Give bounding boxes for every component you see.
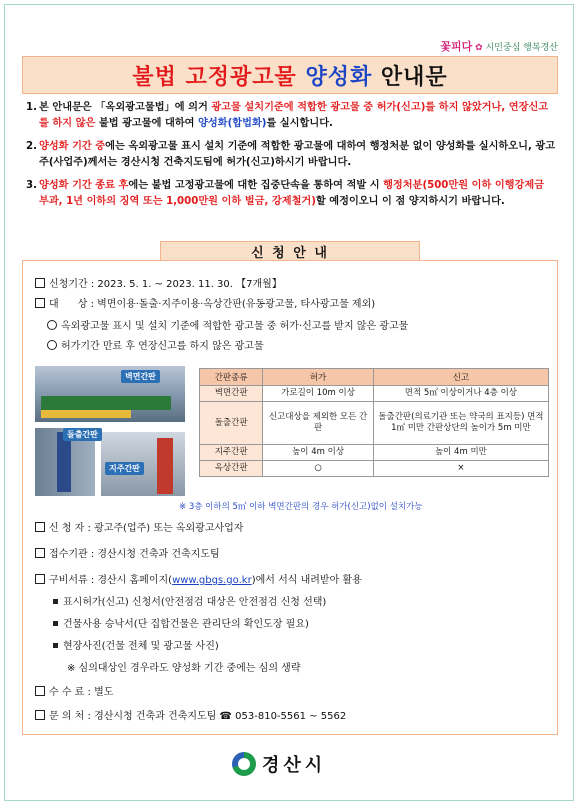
bullet-icon xyxy=(53,621,58,626)
intro-item xyxy=(26,178,556,210)
flower-icon: ✿ xyxy=(475,43,483,53)
title-part-2: 양성화 xyxy=(305,64,373,90)
table-cell: 벽면간판 xyxy=(200,386,263,402)
docs-prefix: 구비서류 : 경산시 홈페이지( xyxy=(49,575,173,586)
intro-text xyxy=(39,178,556,210)
target-row xyxy=(35,295,375,310)
period-row xyxy=(35,275,282,290)
target-text: 대 상 : 벽면이용·돌출·지주이용·옥상간판(유동광고물, 타사광고물 제외) xyxy=(49,299,376,310)
table-cell: 신고대상을 제외한 모든 간판 xyxy=(263,402,374,445)
table-cell: 옥상간판 xyxy=(200,461,263,477)
table-cell: ○ xyxy=(263,461,374,477)
circle-icon xyxy=(47,340,57,350)
intro-number: 3. xyxy=(26,180,37,191)
bullet-icon xyxy=(53,599,58,604)
intro-segment: 할 예정이오니 이 점 양지하시기 바랍니다. xyxy=(315,196,505,207)
contact-row xyxy=(35,707,346,722)
intro-segment: 에는 옥외광고물 표시 설치 기준에 적합한 광고물에 대하여 행정처분 없이 양성화를 실시하오니, 광고주(사업주)께서는 경산시청 건축지도팀에 허가(신고)하시기 바랍니다. xyxy=(39,141,556,168)
intro-number: 1. xyxy=(26,102,37,113)
agency-text: 접수기관 : 경산시청 건축과 건축지도팀 xyxy=(49,549,220,560)
table-cell: 지주간판 xyxy=(200,445,263,461)
checkbox-icon xyxy=(35,522,45,532)
slogan-flower: 꽃피다 xyxy=(440,40,473,53)
intro-segment: 본 안내문은 「옥외광고물법」에 의거 xyxy=(39,102,212,113)
period-text: 신청기간 : 2023. 5. 1. ~ 2023. 11. 30. 【7개월】 xyxy=(49,279,282,290)
fee-row xyxy=(35,683,113,698)
table-cell: 면적 5㎡ 이상이거나 4층 이상 xyxy=(373,386,548,402)
protruding-sign-tag: 돌출간판 xyxy=(63,428,102,441)
intro-segment: 양성화 기간 중 xyxy=(39,141,106,152)
title-part-3: 안내문 xyxy=(372,64,448,90)
table-row xyxy=(200,445,549,461)
intro-segment: 를 실시합니다. xyxy=(266,118,333,129)
docs-note: ※ 심의대상인 경우라도 양성화 기간 중에는 심의 생략 xyxy=(67,663,301,674)
intro-segment: 광고물 설치기준에 적합한 광고물 중 허가(신고)를 하지 않았거나, 연장신고를 하지 않은 xyxy=(39,102,549,129)
docs-item-2 xyxy=(53,615,309,630)
contact-text: 문 의 처 : 경산시청 건축과 건축지도팀 ☎ 053-810-5561 ~ 5562 xyxy=(49,711,347,722)
table-cell: 높이 4m 미만 xyxy=(373,445,548,461)
docs-item-text: 건물사용 승낙서(단 집합건물은 관리단의 확인도장 필요) xyxy=(63,619,309,630)
table-cell: 가로길이 10m 이상 xyxy=(263,386,374,402)
docs-row xyxy=(35,571,362,586)
table-cell: 높이 4m 이상 xyxy=(263,445,374,461)
apply-guide-title: 신 청 안 내 xyxy=(160,241,420,261)
apply-guide-box xyxy=(22,260,558,735)
intro-section xyxy=(26,100,556,217)
intro-number: 2. xyxy=(26,141,37,152)
slogan-text: 시민중심 행복경산 xyxy=(485,43,558,53)
checkbox-icon xyxy=(35,710,45,720)
target-item-text: 옥외광고물 표시 및 설치 기준에 적합한 광고물 중 허가·신고를 받지 않은 광고물 xyxy=(61,321,409,332)
checkbox-icon xyxy=(35,574,45,584)
intro-segment: 불법 광고물에 대하여 xyxy=(95,118,199,129)
wall-sign-photo xyxy=(35,366,185,422)
applicant-text: 신 청 자 : 광고주(업주) 또는 옥외광고사업자 xyxy=(49,523,244,534)
docs-item-1 xyxy=(53,593,326,608)
target-item-1 xyxy=(47,317,408,332)
docs-suffix: )에서 서식 내려받아 활용 xyxy=(251,575,362,586)
checkbox-icon xyxy=(35,548,45,558)
city-slogan xyxy=(440,38,558,54)
applicant-row xyxy=(35,519,243,534)
target-item-text: 허가기간 만료 후 연장신고를 하지 않은 광고물 xyxy=(61,341,264,352)
city-logo xyxy=(232,751,326,777)
intro-segment: 에는 불법 고정광고물에 대한 집중단속을 통하여 적발 시 xyxy=(128,180,384,191)
table-cell: 돌출간판(의료기관 또는 약국의 표지등) 면적 1㎡ 미만 간판상단의 높이가 5m 미만 xyxy=(373,402,548,445)
title-banner xyxy=(22,56,558,94)
table-row xyxy=(200,386,549,402)
city-name: 경산시 xyxy=(262,755,327,776)
table-row xyxy=(200,461,549,477)
checkbox-icon xyxy=(35,686,45,696)
circle-icon xyxy=(47,320,57,330)
fee-text: 수 수 료 : 별도 xyxy=(49,687,114,698)
sign-standard-table xyxy=(199,368,549,477)
table-header: 간판종류 xyxy=(200,369,263,386)
table-row xyxy=(200,402,549,445)
gyeongsan-logo-icon xyxy=(232,752,256,776)
docs-item-text: 표시허가(신고) 신청서(안전점검 대상은 안전점검 신청 선택) xyxy=(63,597,327,608)
table-header: 신고 xyxy=(373,369,548,386)
page-title xyxy=(132,60,447,91)
table-cell: × xyxy=(373,461,548,477)
intro-segment: 양성화 기간 종료 후 xyxy=(39,180,129,191)
sign-photos xyxy=(35,366,185,496)
pole-sign-tag: 지주간판 xyxy=(105,462,144,475)
wall-sign-tag: 벽면간판 xyxy=(121,370,160,383)
intro-item xyxy=(26,139,556,171)
bullet-icon xyxy=(53,643,58,648)
title-part-1: 불법 고정광고물 xyxy=(132,64,306,90)
docs-item-3 xyxy=(53,637,219,652)
table-note: ※ 3층 이하의 5㎡ 이하 벽면간판의 경우 허가(신고)없이 설치가능 xyxy=(179,502,423,512)
table-cell: 돌출간판 xyxy=(200,402,263,445)
target-item-2 xyxy=(47,337,264,352)
intro-item xyxy=(26,100,556,132)
intro-segment: 행정처분(500만원 이하 이행강제금 부과, 1년 이하의 징역 또는 1,000만원 이하 벌금, 강제철거) xyxy=(39,180,545,207)
homepage-link[interactable]: www.gbgs.go.kr xyxy=(172,575,252,586)
checkbox-icon xyxy=(35,278,45,288)
checkbox-icon xyxy=(35,298,45,308)
docs-item-text: 현장사진(건물 전체 및 광고물 사진) xyxy=(63,641,219,652)
intro-segment: 양성화(합법화) xyxy=(198,118,267,129)
intro-text xyxy=(39,139,556,171)
intro-text xyxy=(39,100,556,132)
agency-row xyxy=(35,545,220,560)
table-header: 허가 xyxy=(263,369,374,386)
